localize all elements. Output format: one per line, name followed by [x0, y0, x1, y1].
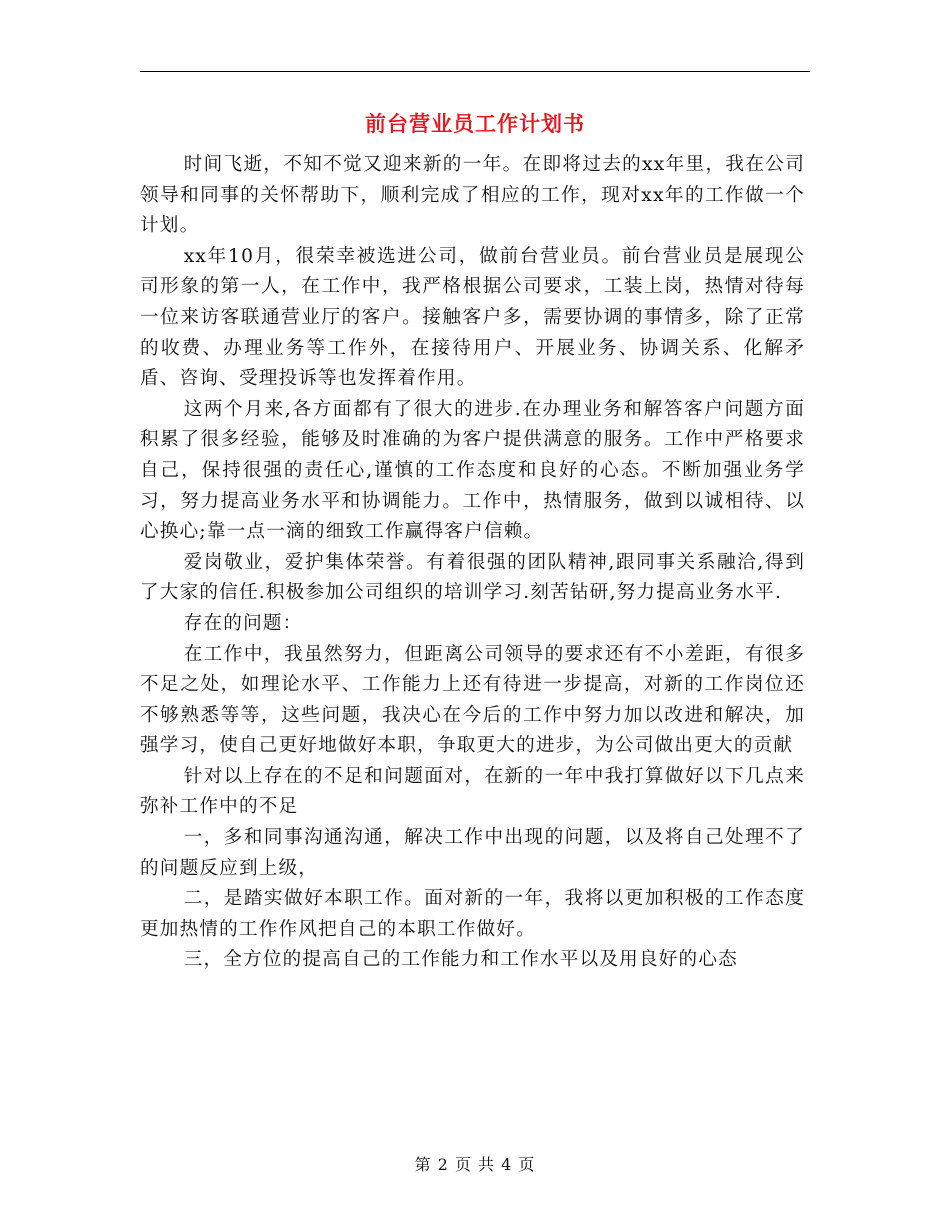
paragraph-7: 针对以上存在的不足和问题面对，在新的一年中我打算做好以下几点来弥补工作中的不足: [140, 765, 805, 818]
document-body: [140, 150, 805, 976]
paragraph-6: 在工作中，我虽然努力，但距离公司领导的要求还有不小差距，有很多不足之处，如理论水平、工作能力上还有待进一步提高，对新的工作岗位还不够熟悉等等，这些问题，我决心在今后的工作中努力加以改进和解决，加强学习，使自己更好地做好本职，争取更大的进步，为公司做出更大的贡献: [140, 643, 805, 757]
paragraph-2: xx年10月，很荣幸被选进公司，做前台营业员。前台营业员是展现公司形象的第一人，在工作中，我严格根据公司要求，工装上岗，热情对待每一位来访客联通营业厅的客户。接触客户多，需要协调的事情多，除了正常的收费、办理业务等工作外，在接待用户、开展业务、协调关系、化解矛盾、咨询、受理投诉等也发挥着作用。: [140, 245, 805, 390]
paragraph-4: 爱岗敬业，爱护集体荣誉。有着很强的团队精神,跟同事关系融洽,得到了大家的信任.积极参加公司组织的培训学习.刻苦钻研,努力提高业务水平.: [140, 551, 805, 604]
paragraph-1: 时间飞逝，不知不觉又迎来新的一年。在即将过去的xx年里，我在公司领导和同事的关怀帮助下，顺利完成了相应的工作，现对xx年的工作做一个计划。: [140, 154, 805, 237]
paragraph-10: 三，全方位的提高自己的工作能力和工作水平以及用良好的心态: [183, 949, 738, 971]
header-rule: [140, 71, 810, 72]
paragraph-5: 存在的问题：: [183, 612, 303, 634]
paragraph-3: 这两个月来,各方面都有了很大的进步.在办理业务和解答客户问题方面积累了很多经验，能够及时准确的为客户提供满意的服务。工作中严格要求自己，保持很强的责任心,谨慎的工作态度和良好的心态。不断加强业务学习，努力提高业务水平和协调能力。工作中，热情服务，做到以诚相待、以心换心;靠一点一滴的细致工作赢得客户信赖。: [140, 398, 805, 543]
page-footer: 第 2 页 共 4 页: [414, 1155, 536, 1174]
paragraph-9: 二，是踏实做好本职工作。面对新的一年，我将以更加积极的工作态度更加热情的工作作风把自己的本职工作做好。: [140, 888, 805, 940]
paragraph-8: 一，多和同事沟通沟通，解决工作中出现的问题，以及将自己处理不了的问题反应到上级，: [140, 827, 805, 879]
document-title: 前台营业员工作计划书: [365, 112, 585, 136]
